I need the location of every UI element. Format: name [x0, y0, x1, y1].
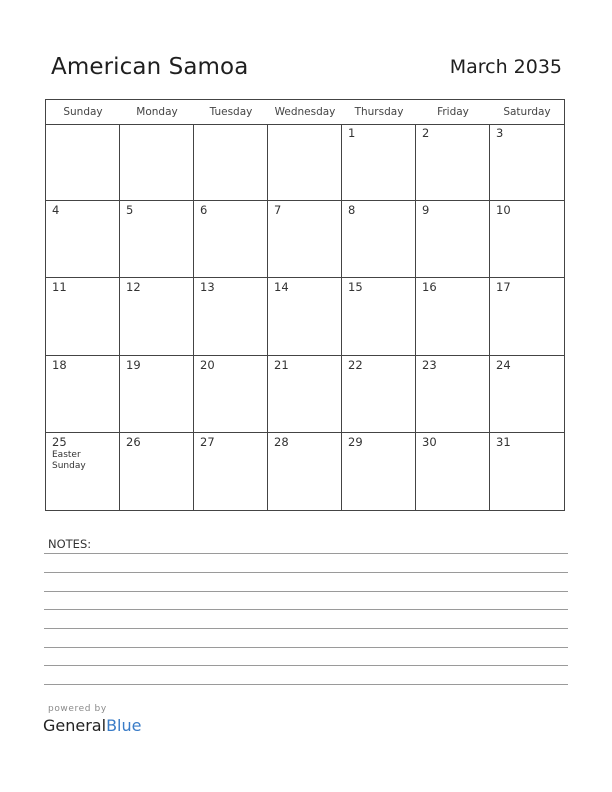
day-cell: [46, 356, 120, 433]
brand-blue-text: Blue: [106, 716, 142, 735]
day-number: 4: [52, 203, 60, 218]
notes-line: [44, 684, 568, 685]
day-number: 23: [422, 357, 437, 372]
weekday-monday: Monday: [136, 106, 178, 118]
day-number: 30: [422, 434, 437, 449]
notes-line: [44, 609, 568, 610]
day-cell: [342, 278, 416, 355]
day-number: 25: [52, 434, 67, 449]
day-cell: [194, 278, 268, 355]
empty-day-cell: [120, 124, 194, 201]
day-number: 2: [422, 126, 430, 140]
day-number: 13: [200, 280, 215, 295]
day-cell: [416, 356, 490, 433]
day-number: 31: [496, 434, 511, 449]
day-number: 22: [348, 357, 363, 372]
day-number: 14: [274, 280, 289, 295]
day-number: 18: [52, 357, 67, 372]
day-number: 1: [348, 126, 356, 140]
day-cell: [194, 433, 268, 510]
day-cell: [342, 433, 416, 510]
day-number: 9: [422, 203, 430, 218]
powered-by-text: powered by: [48, 704, 107, 714]
day-cell: [490, 278, 564, 355]
day-cell: [46, 278, 120, 355]
day-cell: [416, 433, 490, 510]
day-cell: [416, 124, 490, 201]
weekday-saturday: Saturday: [503, 106, 551, 118]
day-cell: [268, 201, 342, 278]
day-cell: [268, 278, 342, 355]
day-cell: [490, 201, 564, 278]
calendar-grid: [45, 99, 565, 511]
day-number: 10: [496, 203, 511, 218]
day-cell: [194, 356, 268, 433]
notes-line: [44, 665, 568, 666]
day-number: 6: [200, 203, 208, 218]
generalblue-logo[interactable]: [43, 716, 141, 735]
notes-label: NOTES:: [48, 537, 92, 551]
notes-line: [44, 591, 568, 592]
day-cell: [194, 201, 268, 278]
day-number: 21: [274, 357, 289, 372]
brand-general-text: General: [43, 716, 107, 735]
day-cell: [342, 124, 416, 201]
day-number: 7: [274, 203, 282, 218]
empty-day-cell: [46, 124, 120, 201]
empty-day-cell: [194, 124, 268, 201]
day-number: 12: [126, 280, 141, 295]
day-number: 29: [348, 434, 363, 449]
day-cell: [490, 124, 564, 201]
notes-line: [44, 647, 568, 648]
day-cell: [268, 433, 342, 510]
day-number: 16: [422, 280, 437, 295]
day-cell: [416, 201, 490, 278]
notes-line: [44, 628, 568, 629]
day-cell: [342, 356, 416, 433]
region-title: American Samoa: [51, 54, 249, 80]
day-number: 19: [126, 357, 141, 372]
day-cell: [46, 201, 120, 278]
day-number: 20: [200, 357, 215, 372]
notes-line: [44, 553, 568, 554]
day-cell: [120, 278, 194, 355]
day-number: 3: [496, 126, 504, 140]
weekday-friday: Friday: [437, 106, 469, 118]
day-number: 26: [126, 434, 141, 449]
day-number: 27: [200, 434, 215, 449]
weekday-header-row: [46, 100, 564, 125]
day-cell: [268, 356, 342, 433]
day-number: 28: [274, 434, 289, 449]
day-cell: [416, 278, 490, 355]
day-cell: [490, 356, 564, 433]
day-cell: [342, 201, 416, 278]
day-number: 24: [496, 357, 511, 372]
day-number: 17: [496, 280, 511, 295]
day-cell: [46, 433, 120, 510]
day-cells: [46, 124, 564, 510]
day-cell: [120, 356, 194, 433]
holiday-label: Easter Sunday: [52, 449, 86, 471]
weekday-tuesday: Tuesday: [209, 106, 253, 118]
notes-line: [44, 572, 568, 573]
weekday-sunday: Sunday: [63, 106, 103, 118]
empty-day-cell: [268, 124, 342, 201]
day-cell: [490, 433, 564, 510]
day-cell: [120, 433, 194, 510]
month-title: March 2035: [449, 56, 562, 78]
weekday-wednesday: Wednesday: [274, 106, 336, 118]
day-number: 8: [348, 203, 356, 218]
day-number: 15: [348, 280, 363, 295]
weekday-thursday: Thursday: [354, 106, 404, 118]
day-cell: [120, 201, 194, 278]
day-number: 11: [52, 280, 67, 295]
day-number: 5: [126, 203, 134, 218]
